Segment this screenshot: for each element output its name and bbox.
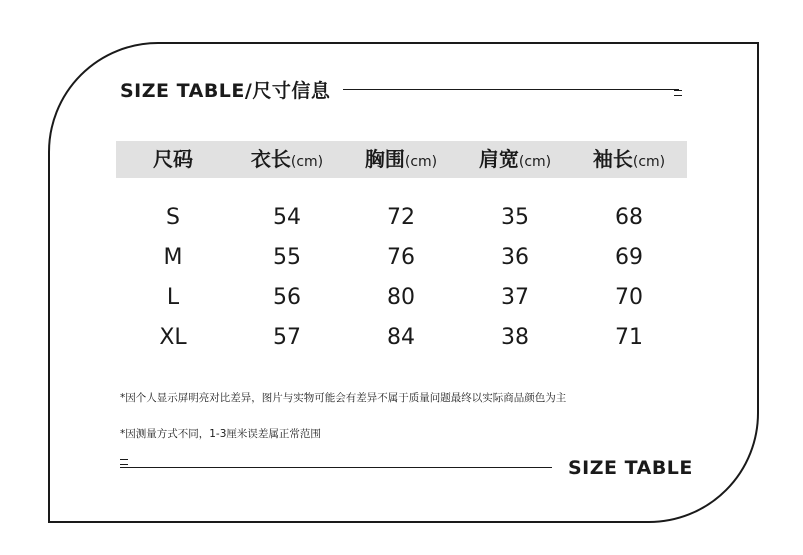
cell-chest: 84 bbox=[387, 325, 415, 350]
header-length: 衣长(cm) bbox=[250, 147, 324, 171]
cell-length: 56 bbox=[273, 285, 301, 310]
cell-chest: 72 bbox=[387, 205, 415, 230]
header-chest: 胸围(cm) bbox=[364, 147, 438, 171]
footer-divider bbox=[120, 467, 552, 468]
cell-sleeve: 70 bbox=[615, 285, 643, 310]
cell-size: S bbox=[166, 205, 180, 230]
cell-shoulder: 37 bbox=[501, 285, 529, 310]
header-sleeve: 袖长(cm) bbox=[592, 147, 666, 171]
header-shoulder: 肩宽(cm) bbox=[478, 147, 552, 171]
cell-size: L bbox=[166, 285, 180, 310]
table-row bbox=[116, 278, 687, 318]
table-row bbox=[116, 318, 687, 358]
cell-sleeve: 68 bbox=[615, 205, 643, 230]
cell-shoulder: 38 bbox=[501, 325, 529, 350]
header-size: 尺码 bbox=[153, 147, 193, 171]
footer-label: SIZE TABLE bbox=[568, 457, 693, 479]
cell-size: M bbox=[163, 245, 183, 270]
cell-shoulder: 35 bbox=[501, 205, 529, 230]
note-measurement-tolerance: *因测量方式不同，1-3厘米误差属正常范围 bbox=[120, 428, 321, 440]
cell-sleeve: 69 bbox=[615, 245, 643, 270]
note-color-disclaimer: *因个人显示屏明亮对比差异，图片与实物可能会有差异不属于质量问题最终以实际商品颜色为主 bbox=[120, 392, 567, 404]
page-title: SIZE TABLE/尺寸信息 bbox=[120, 80, 331, 102]
cell-length: 55 bbox=[273, 245, 301, 270]
equals-mark bbox=[674, 90, 682, 96]
table-row bbox=[116, 198, 687, 238]
cell-chest: 76 bbox=[387, 245, 415, 270]
equals-mark bbox=[120, 459, 128, 465]
cell-shoulder: 36 bbox=[501, 245, 529, 270]
table-row bbox=[116, 238, 687, 278]
cell-length: 57 bbox=[273, 325, 301, 350]
cell-length: 54 bbox=[273, 205, 301, 230]
cell-size: XL bbox=[159, 325, 187, 350]
cell-chest: 80 bbox=[387, 285, 415, 310]
cell-sleeve: 71 bbox=[615, 325, 643, 350]
title-divider bbox=[343, 89, 679, 90]
